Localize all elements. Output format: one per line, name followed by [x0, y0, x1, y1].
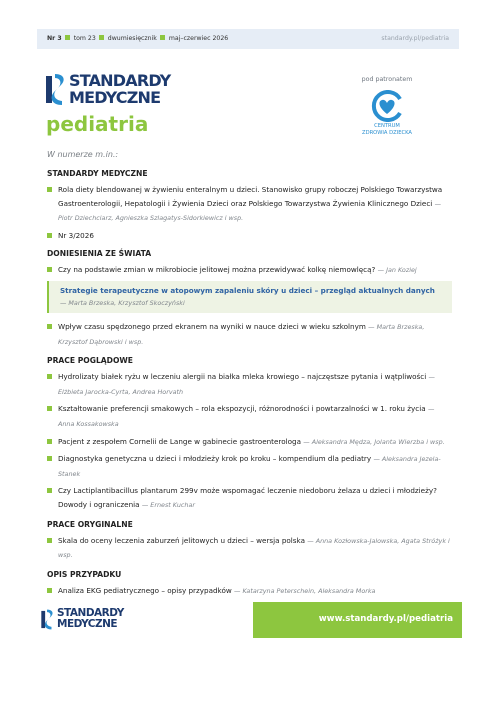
- article-authors: — Marta Brzeska, Krzysztof Dąbrowski i wsp.: [58, 322, 425, 346]
- article-item[interactable]: [47, 263, 452, 278]
- article-title: Nr 3/2026: [58, 230, 94, 240]
- article-item[interactable]: [47, 370, 452, 399]
- table-of-contents: [47, 150, 452, 601]
- article-item[interactable]: [47, 402, 452, 431]
- bullet-square-icon: [47, 267, 52, 272]
- article-title: Wpływ czasu spędzonego przed ekranem na wyniki w nauce dzieci w wieku szkolnym: [58, 321, 366, 331]
- intro-text: W numerze m.in.:: [47, 150, 119, 159]
- section-title: PRACE POGLĄDOWE: [47, 356, 133, 366]
- issue-meta: [47, 35, 228, 42]
- footer-wordmark: [57, 608, 124, 630]
- bullet-square-icon: [47, 488, 52, 493]
- issue-number: Nr 3: [47, 35, 62, 42]
- article-title: Hydrolizaty białek ryżu w leczeniu alergii na białka mleka krowiego – najczęstsze pytania i wątpliwości: [58, 372, 427, 382]
- section-title: OPIS PRZYPADKU: [47, 569, 122, 579]
- article-title: Kształtowanie preferencji smakowych – rola ekspozycji, różnorodności i powtarzalności w 1. roku życia: [58, 404, 426, 414]
- logo-line-1: STANDARDY: [69, 71, 171, 90]
- bullet-square-icon: [99, 35, 104, 40]
- article-authors: — Aleksandra Mędza, Jolanta Wierzba i wsp.: [303, 437, 445, 446]
- section-title: PRACE ORYGINALNE: [47, 519, 133, 529]
- article-title: Analiza EKG pediatrycznego – opisy przypadków: [58, 585, 232, 595]
- article-item[interactable]: [47, 320, 452, 349]
- patronage-block: [352, 76, 422, 137]
- czd-heart-logo-icon: [369, 90, 405, 122]
- footer-logo-line-2: MEDYCZNE: [57, 618, 118, 630]
- article-item[interactable]: [47, 435, 452, 450]
- article-authors: — Anna Kozłowska-Jalowska, Agata Stróżyk i wsp.: [58, 536, 450, 560]
- article-authors: — Piotr Dziechciarz, Agnieszka Szlagatys-Sidorkiewicz i wsp.: [58, 199, 441, 223]
- footer-logo-line-1: STANDARDY: [57, 607, 124, 619]
- section-title: STANDARDY MEDYCZNE: [47, 169, 148, 178]
- bullet-square-icon: [160, 35, 165, 40]
- article-title: Czy na podstawie zmian w mikrobiocie jelitowej można przewidywać kolkę niemowlęcą?: [58, 265, 376, 275]
- org-line-2: ZDROWIA DZIECKA: [362, 130, 412, 136]
- article-authors: — Elżbieta Jarocka-Cyrta, Andrea Horvath: [58, 373, 435, 396]
- frequency: dwumiesięcznik: [107, 35, 157, 42]
- article-title: Skala do oceny leczenia zaburzeń jelitowych u dzieci – wersja polska: [58, 535, 305, 545]
- article-item[interactable]: [47, 452, 452, 481]
- logo-line-2: MEDYCZNE: [69, 87, 161, 107]
- article-item[interactable]: [47, 584, 452, 599]
- article-title: Czy Lactiplantibacillus plantarum 299v może wspomagać leczenie niedoboru żelaza u dzieci i młodzieży? Dowody i ograniczenia: [58, 486, 437, 509]
- journal-title: pediatria: [46, 112, 149, 136]
- bullet-square-icon: [65, 35, 70, 40]
- bullet-square-icon: [47, 233, 52, 238]
- logo-mark-icon: [46, 73, 67, 106]
- featured-article-authors: — Marta Brzeska, Krzysztof Skoczyński: [60, 298, 185, 307]
- article-title: Pacjent z zespołem Cornelii de Lange w gabinecie gastroenterologa: [58, 436, 301, 446]
- bullet-square-icon: [47, 456, 52, 461]
- footer-logo-mark-icon: [41, 609, 55, 630]
- bullet-square-icon: [47, 588, 52, 593]
- bullet-square-icon: [47, 374, 52, 379]
- bullet-square-icon: [47, 439, 52, 444]
- article-authors: — Aleksandra Jezela-Stanek: [58, 455, 441, 478]
- bullet-square-icon: [47, 406, 52, 411]
- article-authors: — Ernest Kuchar: [141, 500, 195, 509]
- logo-wordmark: [69, 73, 170, 106]
- issue-info-bar: [37, 29, 459, 49]
- article-item[interactable]: [47, 484, 452, 512]
- section-title: DONIESIENIA ZE ŚWIATA: [47, 249, 152, 259]
- patronage-org: [352, 123, 422, 137]
- article-item[interactable]: [47, 183, 452, 226]
- article-title: Rola diety blendowanej w żywieniu enteralnym u dzieci. Stanowisko grupy roboczej Polskiego Towarzystwa Gastroenterologii, Hepatologii i Żywienia Dzieci oraz Polskiego Towarzystwa Żywienia Klinicznego Dzieci: [58, 185, 443, 208]
- header-url-link[interactable]: standardy.pl/pediatria: [381, 35, 449, 42]
- article-authors: — Anna Kossakowska: [58, 405, 435, 428]
- article-title: Diagnostyka genetyczna u dzieci i młodzieży krok po kroku – kompendium dla pediatry: [58, 454, 372, 464]
- patronage-label: pod patronatem: [361, 76, 413, 83]
- featured-article[interactable]: [47, 281, 452, 313]
- article-authors: — Katarzyna Peterschein, Aleksandra Morka: [234, 586, 376, 595]
- article-item[interactable]: [47, 229, 452, 243]
- footer-url-banner[interactable]: [253, 602, 462, 638]
- featured-article-title: Strategie terapeutyczne w atopowym zapaleniu skóry u dzieci – przegląd aktualnych danych: [60, 285, 435, 295]
- org-line-1: CENTRUM: [374, 123, 400, 129]
- period: maj–czerwiec 2026: [168, 35, 229, 42]
- footer-url-link[interactable]: www.standardy.pl/pediatria: [318, 614, 453, 624]
- volume: tom 23: [73, 35, 96, 42]
- bullet-square-icon: [47, 187, 52, 192]
- bullet-square-icon: [47, 538, 52, 543]
- bullet-square-icon: [47, 324, 52, 329]
- article-item[interactable]: [47, 534, 452, 563]
- article-authors: — Jan Koziej: [377, 266, 417, 275]
